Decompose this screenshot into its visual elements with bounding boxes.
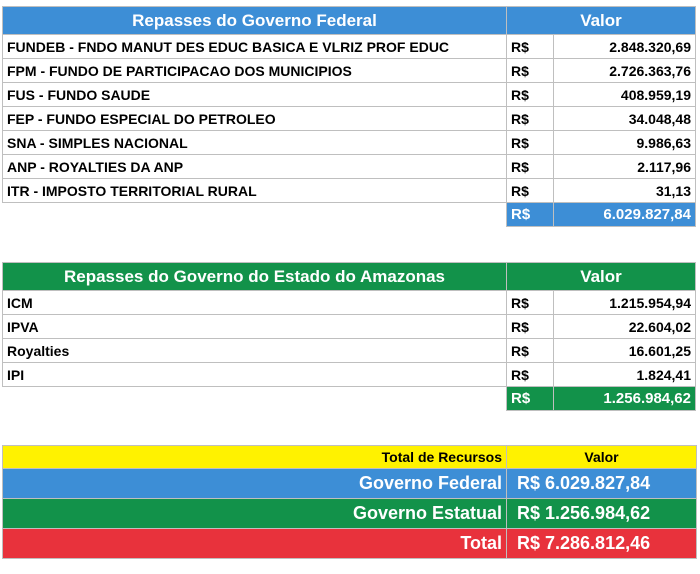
summary-label: Governo Federal bbox=[3, 469, 507, 499]
summary-row-state bbox=[3, 499, 697, 529]
row-label: FPM - FUNDO DE PARTICIPACAO DOS MUNICIPIOS bbox=[3, 59, 507, 83]
state-header-title: Repasses do Governo do Estado do Amazonas bbox=[3, 263, 507, 291]
row-currency: R$ bbox=[507, 291, 554, 315]
summary-header-row bbox=[3, 446, 697, 469]
row-currency: R$ bbox=[507, 83, 554, 107]
federal-total-value: 6.029.827,84 bbox=[553, 203, 695, 227]
table-row bbox=[3, 83, 696, 107]
row-value: 34.048,48 bbox=[553, 107, 695, 131]
summary-label: Total bbox=[3, 529, 507, 559]
row-label: ANP - ROYALTIES DA ANP bbox=[3, 155, 507, 179]
summary-label: Governo Estatual bbox=[3, 499, 507, 529]
row-label: ICM bbox=[3, 291, 507, 315]
state-total-value: 1.256.984,62 bbox=[553, 387, 695, 411]
row-currency: R$ bbox=[507, 107, 554, 131]
table-row bbox=[3, 363, 696, 387]
summary-header-label: Total de Recursos bbox=[3, 446, 507, 469]
row-label: FEP - FUNDO ESPECIAL DO PETROLEO bbox=[3, 107, 507, 131]
summary-value: R$ 7.286.812,46 bbox=[507, 529, 697, 559]
row-label: FUNDEB - FNDO MANUT DES EDUC BASICA E VLRIZ PROF EDUC bbox=[3, 35, 507, 59]
state-header-value: Valor bbox=[507, 263, 696, 291]
federal-total-currency: R$ bbox=[507, 203, 554, 227]
summary-row-federal bbox=[3, 469, 697, 499]
state-total-currency: R$ bbox=[507, 387, 554, 411]
federal-total-row bbox=[3, 203, 696, 227]
row-value: 22.604,02 bbox=[553, 315, 695, 339]
row-currency: R$ bbox=[507, 155, 554, 179]
table-row bbox=[3, 35, 696, 59]
state-header-row bbox=[3, 263, 696, 291]
row-value: 9.986,63 bbox=[553, 131, 695, 155]
summary-value: R$ 1.256.984,62 bbox=[507, 499, 697, 529]
row-value: 31,13 bbox=[553, 179, 695, 203]
row-currency: R$ bbox=[507, 315, 554, 339]
row-value: 2.117,96 bbox=[553, 155, 695, 179]
summary-value: R$ 6.029.827,84 bbox=[507, 469, 697, 499]
table-row bbox=[3, 59, 696, 83]
table-row bbox=[3, 339, 696, 363]
federal-transfers-table bbox=[2, 6, 696, 227]
row-label: FUS - FUNDO SAUDE bbox=[3, 83, 507, 107]
federal-header-row bbox=[3, 7, 696, 35]
federal-header-title: Repasses do Governo Federal bbox=[3, 7, 507, 35]
row-label: IPI bbox=[3, 363, 507, 387]
row-value: 2.726.363,76 bbox=[553, 59, 695, 83]
row-value: 1.824,41 bbox=[553, 363, 695, 387]
row-value: 408.959,19 bbox=[553, 83, 695, 107]
table-row bbox=[3, 107, 696, 131]
row-currency: R$ bbox=[507, 339, 554, 363]
row-currency: R$ bbox=[507, 363, 554, 387]
state-transfers-table bbox=[2, 262, 696, 411]
row-label: ITR - IMPOSTO TERRITORIAL RURAL bbox=[3, 179, 507, 203]
row-currency: R$ bbox=[507, 35, 554, 59]
summary-row-total bbox=[3, 529, 697, 559]
table-row bbox=[3, 315, 696, 339]
table-row bbox=[3, 291, 696, 315]
table-row bbox=[3, 155, 696, 179]
table-row bbox=[3, 131, 696, 155]
row-label: Royalties bbox=[3, 339, 507, 363]
row-currency: R$ bbox=[507, 179, 554, 203]
row-label: IPVA bbox=[3, 315, 507, 339]
row-label: SNA - SIMPLES NACIONAL bbox=[3, 131, 507, 155]
federal-header-value: Valor bbox=[507, 7, 696, 35]
row-value: 16.601,25 bbox=[553, 339, 695, 363]
row-currency: R$ bbox=[507, 131, 554, 155]
summary-table bbox=[2, 445, 697, 559]
table-row bbox=[3, 179, 696, 203]
row-currency: R$ bbox=[507, 59, 554, 83]
state-total-row bbox=[3, 387, 696, 411]
row-value: 2.848.320,69 bbox=[553, 35, 695, 59]
row-value: 1.215.954,94 bbox=[553, 291, 695, 315]
summary-header-value: Valor bbox=[507, 446, 697, 469]
